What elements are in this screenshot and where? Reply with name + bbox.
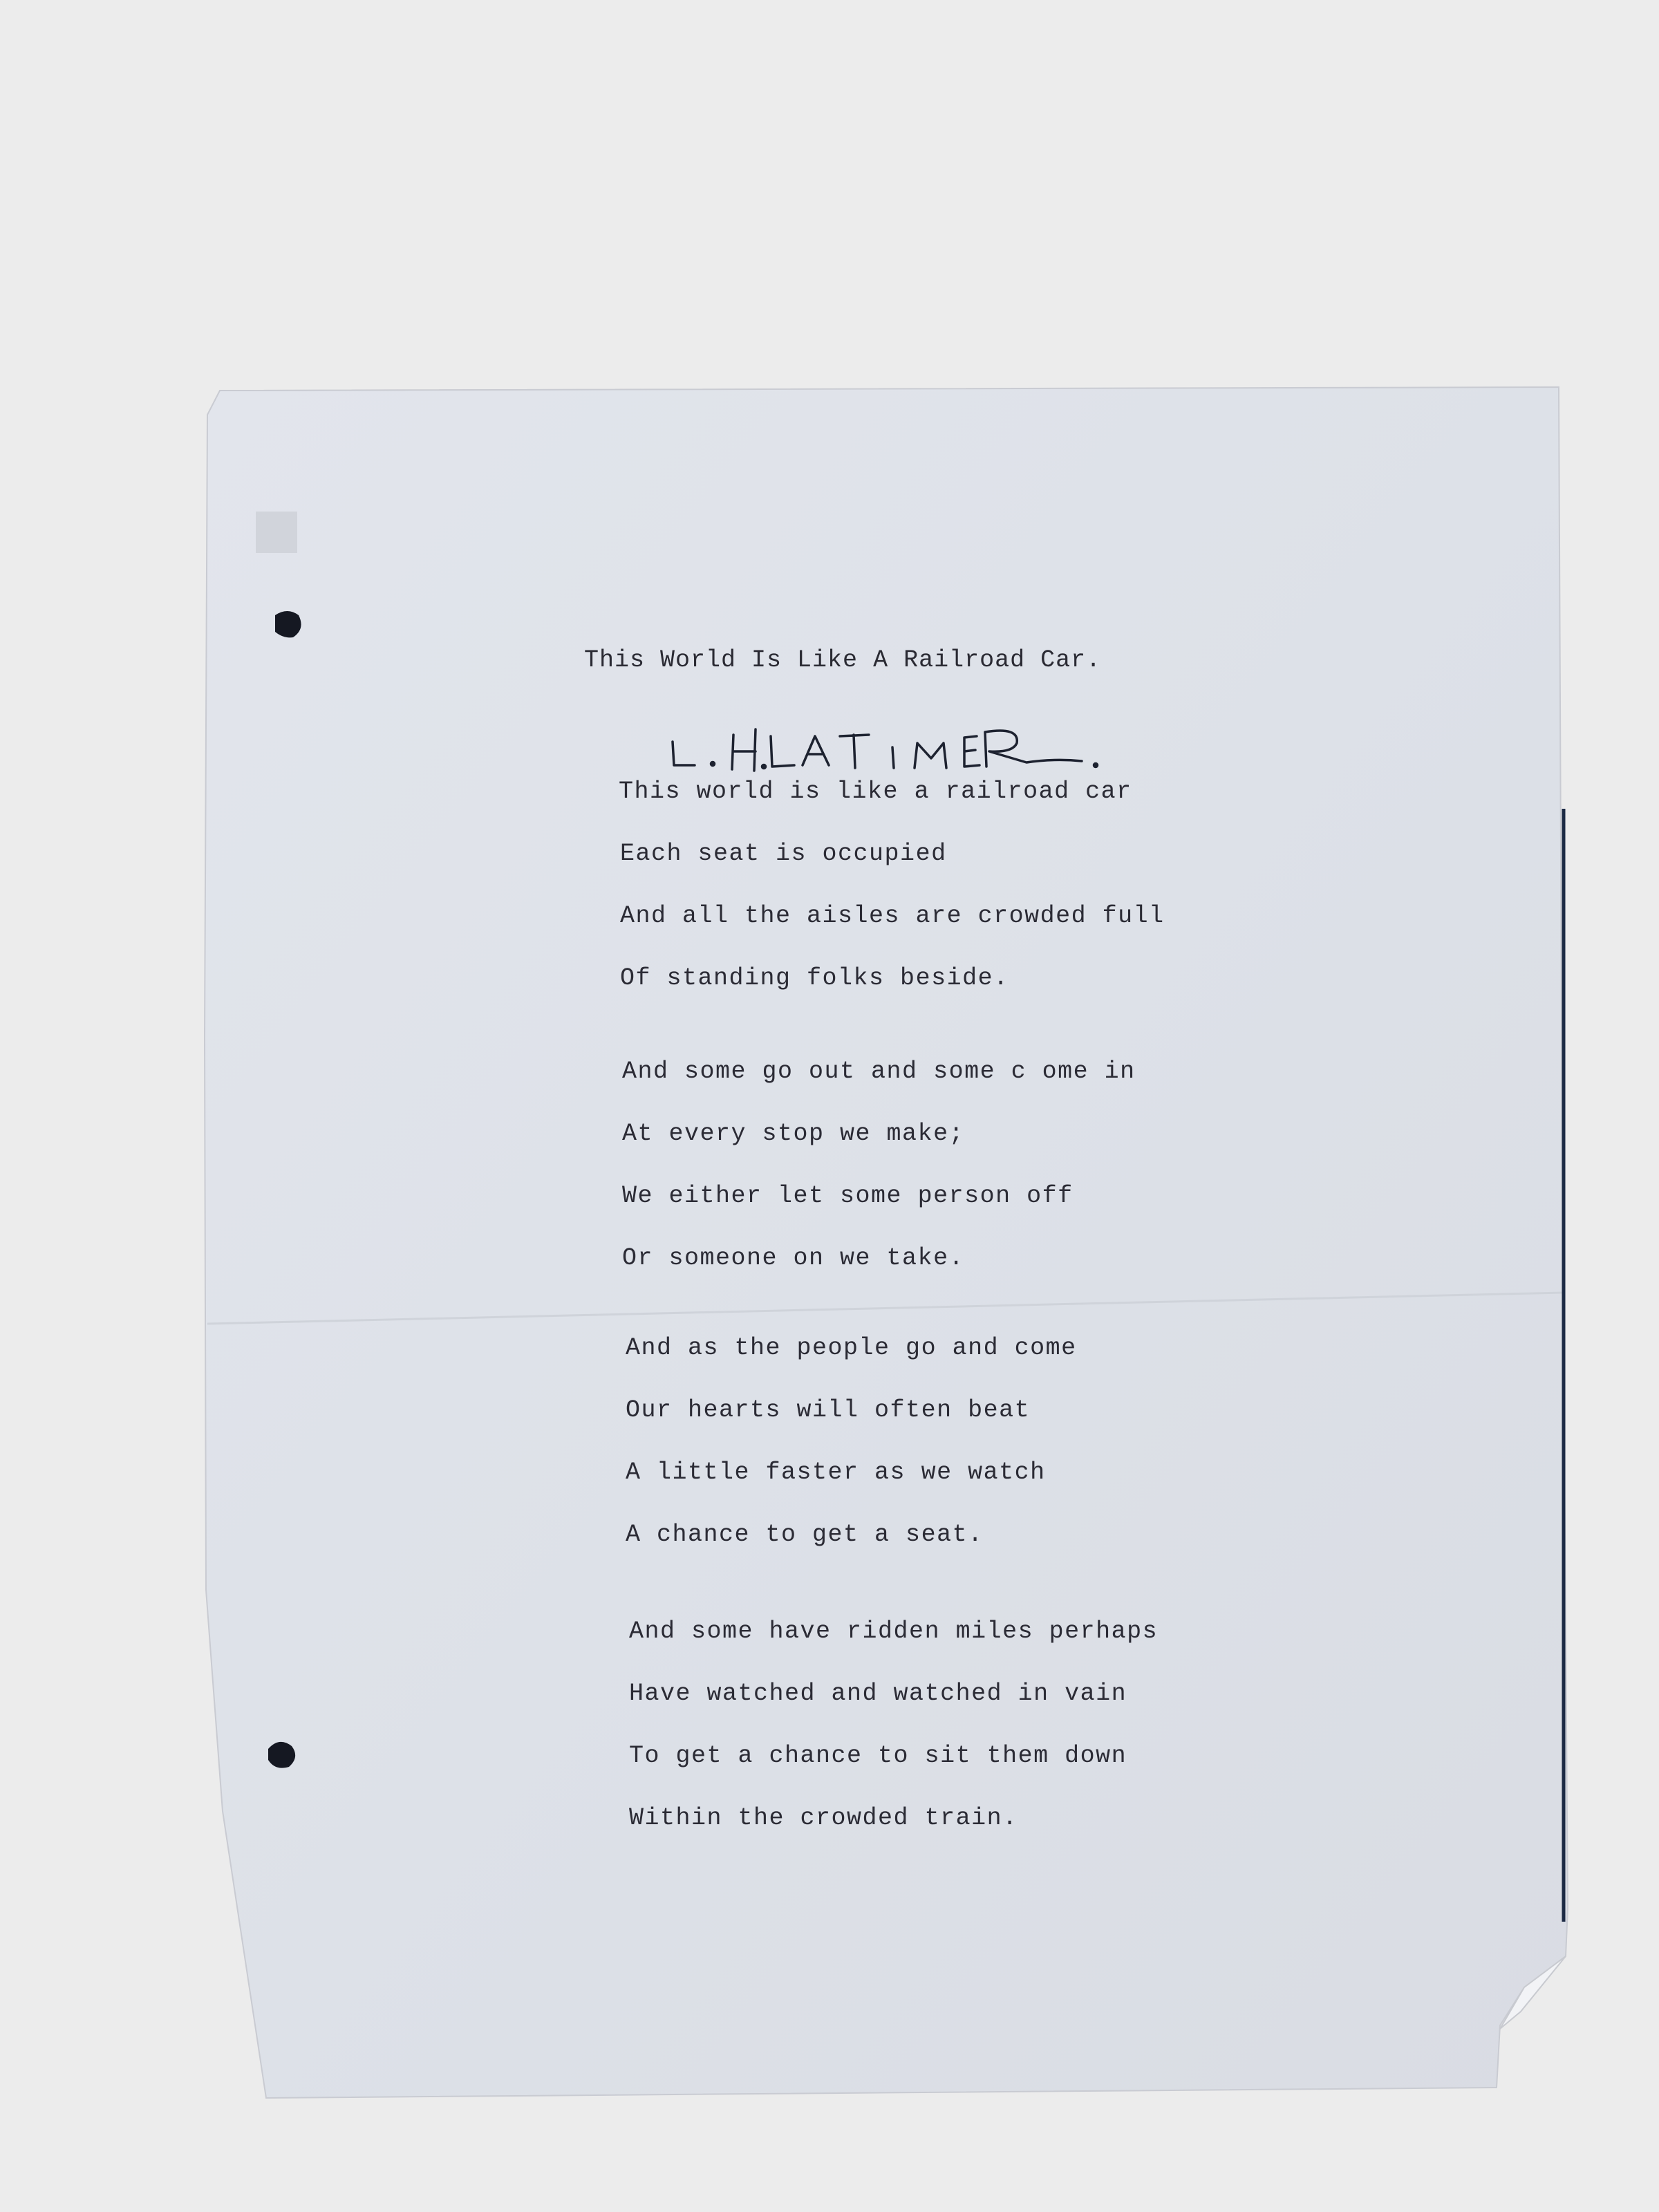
poem-stanza-2 <box>622 1040 1136 1289</box>
poem-line: A little faster as we watch <box>626 1459 1046 1486</box>
poem-line: Each seat is occupied <box>620 840 947 868</box>
poem-line: This world is like a railroad car <box>619 778 1132 805</box>
poem-line: Of standing folks beside. <box>620 964 1009 992</box>
poem-line: We either let some person off <box>622 1182 1074 1210</box>
punch-hole-bottom <box>268 1742 295 1768</box>
poem-line: And as the people go and come <box>626 1334 1077 1362</box>
paper-smudge <box>256 512 297 553</box>
poem-stanza-1 <box>619 760 1165 1009</box>
poem-line: And some have ridden miles perhaps <box>629 1618 1159 1645</box>
poem-line: At every stop we make; <box>622 1120 965 1147</box>
punch-hole-top <box>275 611 301 637</box>
poem-line: Or someone on we take. <box>622 1244 965 1272</box>
poem-stanza-3 <box>626 1317 1077 1566</box>
poem-line: Within the crowded train. <box>629 1804 1018 1832</box>
poem-line: To get a chance to sit them down <box>629 1742 1127 1770</box>
poem-line: And all the aisles are crowded full <box>620 902 1165 930</box>
poem-line: Our hearts will often beat <box>626 1396 1031 1424</box>
poem-line: Have watched and watched in vain <box>629 1680 1127 1707</box>
poem-title: This World Is Like A Railroad Car. <box>584 646 1102 674</box>
poem-line: And some go out and some c ome in <box>622 1058 1136 1085</box>
poem-line: A chance to get a seat. <box>626 1521 984 1548</box>
poem-stanza-4 <box>629 1600 1158 1849</box>
